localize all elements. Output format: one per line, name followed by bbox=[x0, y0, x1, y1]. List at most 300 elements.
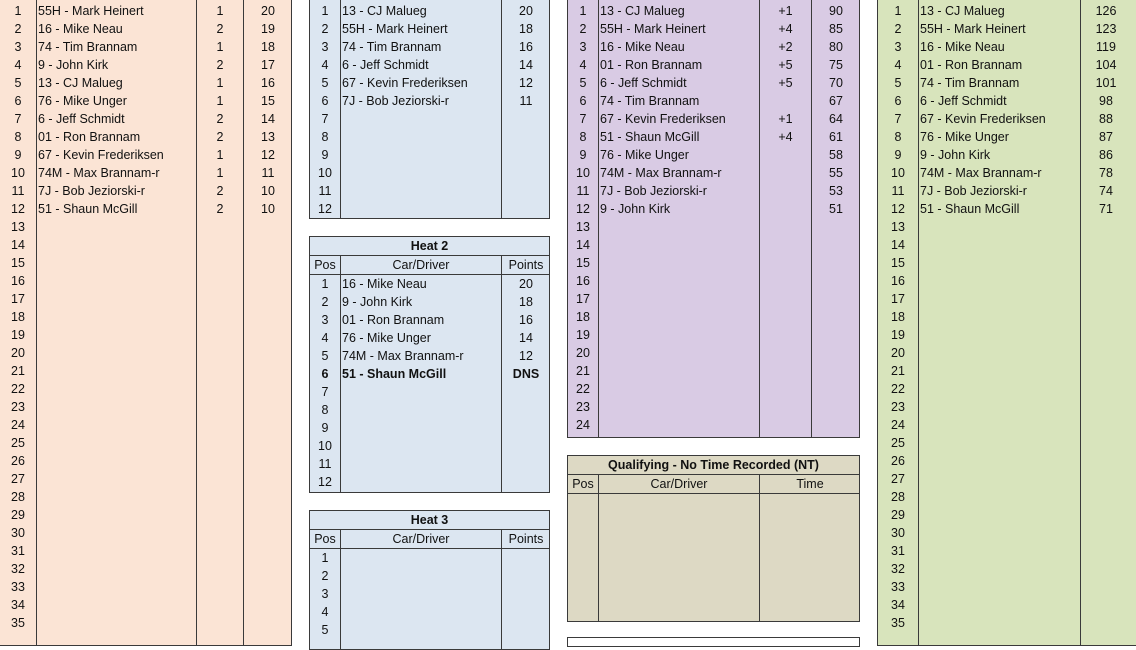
heat1-driver: 55H - Mark Heinert bbox=[342, 22, 448, 36]
season-row bbox=[568, 290, 859, 308]
feature-heat: 2 bbox=[216, 130, 224, 144]
overall-points bbox=[1081, 488, 1131, 506]
heat1-pos: 9 bbox=[321, 148, 329, 162]
season-pos: 9 bbox=[579, 148, 587, 162]
feature-driver bbox=[37, 308, 196, 326]
overall-pos: 20 bbox=[891, 346, 905, 360]
feature-pos: 5 bbox=[14, 76, 22, 90]
overall-points bbox=[1081, 560, 1131, 578]
qualifying-header-row bbox=[568, 475, 859, 493]
heat1-pos: 3 bbox=[321, 40, 329, 54]
season-pos: 20 bbox=[576, 346, 590, 360]
season-change bbox=[760, 362, 811, 380]
season-driver bbox=[599, 380, 759, 398]
season-driver bbox=[599, 362, 759, 380]
season-driver: 74M - Max Brannam-r bbox=[600, 166, 722, 180]
season-change: +4 bbox=[778, 130, 793, 144]
feature-row bbox=[0, 236, 291, 254]
feature-driver: 13 - CJ Malueg bbox=[38, 76, 123, 90]
feature-row bbox=[0, 20, 291, 38]
overall-row bbox=[878, 182, 1136, 200]
heat1-points bbox=[502, 146, 550, 164]
feature-heat bbox=[197, 560, 243, 578]
feature-driver: 74M - Max Brannam-r bbox=[38, 166, 160, 180]
feature-driver bbox=[37, 506, 196, 524]
overall-row bbox=[878, 254, 1136, 272]
feature-points bbox=[244, 614, 292, 632]
heat1-row bbox=[310, 128, 549, 146]
season-row bbox=[568, 308, 859, 326]
feature-heat bbox=[197, 452, 243, 470]
overall-row bbox=[878, 272, 1136, 290]
heat1-row bbox=[310, 164, 549, 182]
season-driver: 01 - Ron Brannam bbox=[600, 58, 703, 72]
season-points: 70 bbox=[829, 76, 843, 90]
overall-pos: 25 bbox=[891, 436, 905, 450]
overall-driver bbox=[919, 578, 1080, 596]
feature-row bbox=[0, 560, 291, 578]
overall-row bbox=[878, 398, 1136, 416]
season-change bbox=[760, 164, 811, 182]
heat2-pos: 12 bbox=[318, 475, 332, 489]
overall-pos: 23 bbox=[891, 400, 905, 414]
season-change bbox=[760, 182, 811, 200]
feature-points: 12 bbox=[261, 148, 275, 162]
overall-driver bbox=[919, 506, 1080, 524]
season-points: 58 bbox=[829, 148, 843, 162]
heat1-points: 14 bbox=[519, 58, 533, 72]
heat2-points bbox=[502, 473, 550, 491]
feature-heat: 1 bbox=[216, 148, 224, 162]
heat3-points bbox=[502, 549, 550, 567]
season-change bbox=[760, 308, 811, 326]
overall-row bbox=[878, 146, 1136, 164]
heat1-pos: 6 bbox=[321, 94, 329, 108]
season-change bbox=[760, 146, 811, 164]
feature-driver: 16 - Mike Neau bbox=[38, 22, 123, 36]
season-pos: 7 bbox=[579, 112, 587, 126]
season-row bbox=[568, 200, 859, 218]
feature-pos: 30 bbox=[11, 526, 25, 540]
season-row bbox=[568, 182, 859, 200]
overall-pos: 31 bbox=[891, 544, 905, 558]
overall-row bbox=[878, 434, 1136, 452]
season-pos: 2 bbox=[579, 22, 587, 36]
heat2-row bbox=[310, 383, 549, 401]
heat1-pos: 4 bbox=[321, 58, 329, 72]
season-pos: 5 bbox=[579, 76, 587, 90]
overall-pos: 6 bbox=[894, 94, 902, 108]
heat3-points bbox=[502, 621, 550, 639]
overall-row bbox=[878, 56, 1136, 74]
feature-pos: 31 bbox=[11, 544, 25, 558]
season-row bbox=[568, 218, 859, 236]
heat2-row bbox=[310, 275, 549, 293]
feature-driver bbox=[37, 380, 196, 398]
heat1-row bbox=[310, 38, 549, 56]
heat1-pos: 8 bbox=[321, 130, 329, 144]
season-change bbox=[760, 218, 811, 236]
feature-driver: 9 - John Kirk bbox=[38, 58, 109, 72]
overall-row bbox=[878, 506, 1136, 524]
heat1-row bbox=[310, 20, 549, 38]
feature-pos: 7 bbox=[14, 112, 22, 126]
feature-row bbox=[0, 254, 291, 272]
overall-points bbox=[1081, 578, 1131, 596]
season-change: +5 bbox=[778, 76, 793, 90]
season-pos: 6 bbox=[579, 94, 587, 108]
heat1-driver bbox=[341, 146, 501, 164]
feature-points bbox=[244, 272, 292, 290]
season-points: 51 bbox=[829, 202, 843, 216]
season-row bbox=[568, 164, 859, 182]
overall-row bbox=[878, 74, 1136, 92]
season-change: +1 bbox=[778, 112, 793, 126]
overall-driver: 51 - Shaun McGill bbox=[920, 202, 1020, 216]
overall-row bbox=[878, 344, 1136, 362]
feature-driver bbox=[37, 344, 196, 362]
heat3-points bbox=[502, 585, 550, 603]
qualifying-title: Qualifying - No Time Recorded (NT) bbox=[608, 458, 819, 472]
overall-driver: 6 - Jeff Schmidt bbox=[920, 94, 1007, 108]
overall-driver bbox=[919, 218, 1080, 236]
overall-driver bbox=[919, 236, 1080, 254]
heat1-pos: 12 bbox=[318, 202, 332, 216]
feature-heat bbox=[197, 524, 243, 542]
feature-pos: 3 bbox=[14, 40, 22, 54]
feature-row bbox=[0, 452, 291, 470]
season-change: +5 bbox=[778, 58, 793, 72]
overall-driver bbox=[919, 452, 1080, 470]
qualifying-table bbox=[567, 455, 860, 622]
season-pos: 12 bbox=[576, 202, 590, 216]
season-pos: 1 bbox=[579, 4, 587, 18]
overall-pos: 14 bbox=[891, 238, 905, 252]
heat2-pos: 9 bbox=[321, 421, 329, 435]
season-driver: 74 - Tim Brannam bbox=[600, 94, 700, 108]
heat1-driver bbox=[341, 200, 501, 218]
heat2-pos: 8 bbox=[321, 403, 329, 417]
overall-points bbox=[1081, 236, 1131, 254]
overall-row bbox=[878, 326, 1136, 344]
season-change bbox=[760, 398, 811, 416]
feature-driver bbox=[37, 452, 196, 470]
season-row bbox=[568, 362, 859, 380]
feature-heat bbox=[197, 236, 243, 254]
feature-points bbox=[244, 452, 292, 470]
feature-pos: 33 bbox=[11, 580, 25, 594]
feature-points bbox=[244, 254, 292, 272]
heat2-row bbox=[310, 455, 549, 473]
feature-heat bbox=[197, 272, 243, 290]
feature-driver bbox=[37, 524, 196, 542]
season-pos: 16 bbox=[576, 274, 590, 288]
heat3-driver bbox=[341, 621, 501, 639]
feature-pos: 15 bbox=[11, 256, 25, 270]
heat2-points bbox=[502, 455, 550, 473]
overall-driver bbox=[919, 398, 1080, 416]
feature-driver bbox=[37, 272, 196, 290]
overall-driver bbox=[919, 362, 1080, 380]
feature-driver bbox=[37, 416, 196, 434]
overall-points: 98 bbox=[1099, 94, 1113, 108]
feature-points: 11 bbox=[261, 166, 275, 180]
season-points bbox=[812, 380, 860, 398]
overall-row bbox=[878, 92, 1136, 110]
feature-points bbox=[244, 506, 292, 524]
season-driver: 9 - John Kirk bbox=[600, 202, 671, 216]
season-driver: 6 - Jeff Schmidt bbox=[600, 76, 687, 90]
season-change bbox=[760, 290, 811, 308]
heat1-pos: 10 bbox=[318, 166, 332, 180]
overall-driver bbox=[919, 308, 1080, 326]
heat2-row bbox=[310, 473, 549, 491]
feature-driver: 51 - Shaun McGill bbox=[38, 202, 138, 216]
heat3-header-driver: Car/Driver bbox=[392, 532, 450, 546]
overall-pos: 19 bbox=[891, 328, 905, 342]
overall-points bbox=[1081, 290, 1131, 308]
heat3-title: Heat 3 bbox=[410, 513, 449, 527]
season-driver: 76 - Mike Unger bbox=[600, 148, 689, 162]
overall-pos: 34 bbox=[891, 598, 905, 612]
heat1-row bbox=[310, 56, 549, 74]
feature-driver bbox=[37, 236, 196, 254]
heat2-row bbox=[310, 347, 549, 365]
feature-pos: 29 bbox=[11, 508, 25, 522]
season-change bbox=[760, 344, 811, 362]
feature-heat: 1 bbox=[216, 94, 224, 108]
season-points bbox=[812, 218, 860, 236]
feature-row bbox=[0, 488, 291, 506]
feature-pos: 14 bbox=[11, 238, 25, 252]
overall-points bbox=[1081, 218, 1131, 236]
overall-row bbox=[878, 596, 1136, 614]
feature-points bbox=[244, 524, 292, 542]
feature-points bbox=[244, 218, 292, 236]
heat3-row bbox=[310, 621, 549, 639]
overall-points bbox=[1081, 470, 1131, 488]
feature-pos: 6 bbox=[14, 94, 22, 108]
overall-pos: 11 bbox=[891, 184, 905, 198]
overall-points bbox=[1081, 344, 1131, 362]
overall-row bbox=[878, 308, 1136, 326]
season-driver: 13 - CJ Malueg bbox=[600, 4, 685, 18]
season-driver bbox=[599, 398, 759, 416]
overall-points bbox=[1081, 308, 1131, 326]
feature-points bbox=[244, 434, 292, 452]
feature-driver: 74 - Tim Brannam bbox=[38, 40, 138, 54]
season-change bbox=[760, 380, 811, 398]
overall-pos: 27 bbox=[891, 472, 905, 486]
season-driver: 7J - Bob Jeziorski-r bbox=[600, 184, 707, 198]
overall-pos: 3 bbox=[894, 40, 902, 54]
feature-heat: 2 bbox=[216, 202, 224, 216]
heat3-driver bbox=[341, 549, 501, 567]
feature-pos: 23 bbox=[11, 400, 25, 414]
heat2-header-driver: Car/Driver bbox=[392, 258, 450, 272]
feature-heat bbox=[197, 218, 243, 236]
bottom-table-edge bbox=[567, 637, 860, 647]
heat1-points bbox=[502, 164, 550, 182]
feature-pos: 26 bbox=[11, 454, 25, 468]
heat2-header-points: Points bbox=[508, 258, 544, 272]
heat2-points bbox=[502, 437, 550, 455]
overall-row bbox=[878, 128, 1136, 146]
heat2-pos: 1 bbox=[321, 277, 329, 291]
overall-row bbox=[878, 362, 1136, 380]
feature-heat: 2 bbox=[216, 58, 224, 72]
feature-pos: 21 bbox=[11, 364, 25, 378]
heat3-driver bbox=[341, 567, 501, 585]
overall-row bbox=[878, 542, 1136, 560]
heat2-driver: 01 - Ron Brannam bbox=[342, 313, 445, 327]
heat2-row bbox=[310, 419, 549, 437]
feature-points bbox=[244, 236, 292, 254]
heat2-pos: 7 bbox=[321, 385, 329, 399]
overall-points bbox=[1081, 416, 1131, 434]
season-points: 75 bbox=[829, 58, 843, 72]
overall-points: 71 bbox=[1099, 202, 1113, 216]
feature-points bbox=[244, 380, 292, 398]
overall-points bbox=[1081, 506, 1131, 524]
overall-driver bbox=[919, 596, 1080, 614]
overall-driver bbox=[919, 272, 1080, 290]
qualifying-header-pos: Pos bbox=[572, 477, 594, 491]
heat1-pos: 7 bbox=[321, 112, 329, 126]
overall-driver: 74M - Max Brannam-r bbox=[920, 166, 1042, 180]
heat2-driver bbox=[341, 473, 501, 491]
feature-pos: 9 bbox=[14, 148, 22, 162]
overall-points: 119 bbox=[1096, 40, 1116, 54]
heat1-driver bbox=[341, 128, 501, 146]
overall-points: 87 bbox=[1099, 130, 1113, 144]
heat1-points: 11 bbox=[519, 94, 533, 108]
heat3-points bbox=[502, 567, 550, 585]
feature-points bbox=[244, 488, 292, 506]
season-row bbox=[568, 344, 859, 362]
heat2-driver: 16 - Mike Neau bbox=[342, 277, 427, 291]
season-points bbox=[812, 290, 860, 308]
overall-points bbox=[1081, 398, 1131, 416]
heat1-pos: 11 bbox=[318, 184, 332, 198]
overall-pos: 2 bbox=[894, 22, 902, 36]
feature-heat bbox=[197, 380, 243, 398]
overall-driver: 16 - Mike Neau bbox=[920, 40, 1005, 54]
overall-driver bbox=[919, 542, 1080, 560]
heat1-driver bbox=[341, 110, 501, 128]
season-pos: 17 bbox=[576, 292, 590, 306]
heat2-points: DNS bbox=[512, 367, 540, 381]
heat1-table bbox=[309, 0, 550, 219]
season-driver bbox=[599, 344, 759, 362]
season-driver: 67 - Kevin Frederiksen bbox=[600, 112, 726, 126]
heat2-driver bbox=[341, 401, 501, 419]
overall-pos: 13 bbox=[891, 220, 905, 234]
season-change bbox=[760, 272, 811, 290]
overall-pos: 30 bbox=[891, 526, 905, 540]
feature-row bbox=[0, 326, 291, 344]
feature-driver: 7J - Bob Jeziorski-r bbox=[38, 184, 145, 198]
heat2-pos: 2 bbox=[321, 295, 329, 309]
overall-pos: 7 bbox=[894, 112, 902, 126]
feature-points bbox=[244, 470, 292, 488]
heat1-row bbox=[310, 182, 549, 200]
feature-row bbox=[0, 470, 291, 488]
overall-points bbox=[1081, 434, 1131, 452]
overall-driver: 74 - Tim Brannam bbox=[920, 76, 1020, 90]
heat2-header-row bbox=[310, 256, 549, 274]
overall-points bbox=[1081, 326, 1131, 344]
feature-row bbox=[0, 290, 291, 308]
overall-pos: 9 bbox=[894, 148, 902, 162]
overall-driver: 01 - Ron Brannam bbox=[920, 58, 1023, 72]
heat1-points bbox=[502, 110, 550, 128]
season-points: 55 bbox=[829, 166, 843, 180]
heat1-driver: 7J - Bob Jeziorski-r bbox=[342, 94, 449, 108]
feature-driver bbox=[37, 398, 196, 416]
heat1-driver: 13 - CJ Malueg bbox=[342, 4, 427, 18]
season-points: 67 bbox=[829, 94, 843, 108]
feature-driver: 76 - Mike Unger bbox=[38, 94, 127, 108]
feature-row bbox=[0, 110, 291, 128]
feature-row bbox=[0, 182, 291, 200]
feature-points: 13 bbox=[261, 130, 275, 144]
feature-row bbox=[0, 92, 291, 110]
feature-row bbox=[0, 362, 291, 380]
heat1-row bbox=[310, 146, 549, 164]
feature-driver bbox=[37, 578, 196, 596]
season-row bbox=[568, 254, 859, 272]
overall-row bbox=[878, 2, 1136, 20]
overall-pos: 16 bbox=[891, 274, 905, 288]
feature-driver bbox=[37, 218, 196, 236]
feature-row bbox=[0, 506, 291, 524]
heat3-points bbox=[502, 603, 550, 621]
season-change bbox=[760, 416, 811, 434]
heat2-header-pos: Pos bbox=[314, 258, 336, 272]
heat3-header-row bbox=[310, 530, 549, 548]
overall-row bbox=[878, 452, 1136, 470]
heat1-pos: 2 bbox=[321, 22, 329, 36]
overall-row bbox=[878, 488, 1136, 506]
overall-points bbox=[1081, 362, 1131, 380]
heat2-points bbox=[502, 401, 550, 419]
season-pos: 14 bbox=[576, 238, 590, 252]
feature-heat bbox=[197, 290, 243, 308]
feature-row bbox=[0, 614, 291, 632]
season-driver bbox=[599, 308, 759, 326]
overall-driver bbox=[919, 416, 1080, 434]
overall-row bbox=[878, 524, 1136, 542]
overall-row bbox=[878, 218, 1136, 236]
feature-heat bbox=[197, 596, 243, 614]
heat2-pos: 4 bbox=[321, 331, 329, 345]
heat3-row bbox=[310, 549, 549, 567]
feature-points bbox=[244, 560, 292, 578]
feature-driver bbox=[37, 614, 196, 632]
heat1-points bbox=[502, 200, 550, 218]
overall-pos: 22 bbox=[891, 382, 905, 396]
heat2-points: 14 bbox=[519, 331, 533, 345]
overall-driver bbox=[919, 488, 1080, 506]
season-row bbox=[568, 416, 859, 434]
heat2-pos: 5 bbox=[321, 349, 329, 363]
season-points: 61 bbox=[829, 130, 843, 144]
season-driver: 16 - Mike Neau bbox=[600, 40, 685, 54]
heat2-pos: 3 bbox=[321, 313, 329, 327]
season-pos: 3 bbox=[579, 40, 587, 54]
season-driver bbox=[599, 272, 759, 290]
